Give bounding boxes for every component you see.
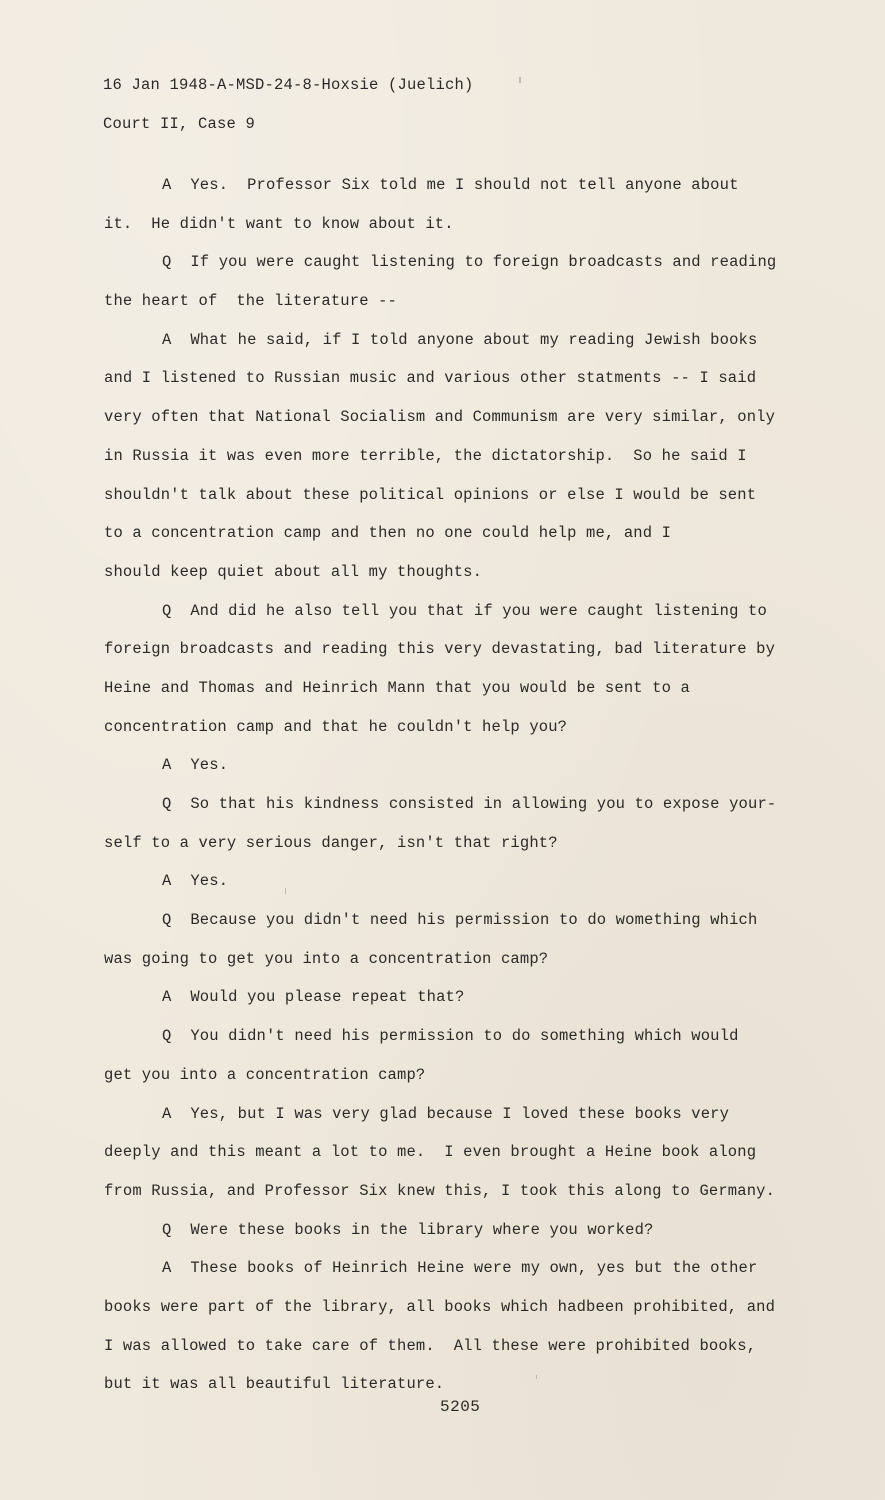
paper-speck [536,1375,537,1379]
header-line-court-case: Court II, Case 9 [103,114,256,133]
transcript-line: it. He didn't want to know about it. [104,214,454,233]
transcript-line: from Russia, and Professor Six knew this, I took this along to Germany. [104,1181,776,1200]
transcript-line: in Russia it was even more terrible, the dictatorship. So he said I [104,446,747,465]
paper-speck [519,77,521,83]
transcript-line: but it was all beautiful literature. [104,1375,445,1394]
transcript-line: to a concentration camp and then no one could help me, and I [104,524,672,543]
transcript-line: self to a very serious danger, isn't that right? [104,833,558,852]
transcript-line: A Yes. [162,872,229,891]
transcript-line: I was allowed to take care of them. All these were prohibited books, [104,1336,757,1355]
transcript-line: Q Were these books in the library where you worked? [162,1220,654,1239]
transcript-line: A What he said, if I told anyone about my reading Jewish books [162,330,758,349]
transcript-line: A Yes. [162,756,229,775]
transcript-line: get you into a concentration camp? [104,1065,426,1084]
transcript-line: and I listened to Russian music and various other statments -- I said [104,369,757,388]
transcript-line: foreign broadcasts and reading this very devastating, bad literature by [104,640,776,659]
transcript-line: books were part of the library, all books which hadbeen prohibited, and [104,1297,776,1316]
transcript-line: Q You didn't need his permission to do something which would [162,1027,739,1046]
transcript-body [104,166,794,1404]
transcript-line: Q So that his kindness consisted in allowing you to expose your- [162,795,777,813]
page-number: 5205 [440,1398,481,1416]
paper-speck [285,888,286,894]
transcript-line: shouldn't talk about these political opinions or else I would be sent [104,485,757,504]
transcript-line: concentration camp and that he couldn't help you? [104,717,568,736]
transcript-line: the heart of the literature -- [104,292,397,311]
transcript-line: A Yes. Professor Six told me I should not tell anyone about [162,176,739,194]
transcript-line: very often that National Socialism and Communism are very similar, only [104,408,776,427]
transcript-line: should keep quiet about all my thoughts. [104,562,483,581]
transcript-line: Heine and Thomas and Heinrich Mann that you would be sent to a [104,678,690,697]
transcript-line: A Would you please repeat that? [162,988,465,1007]
transcript-line: Q Because you didn't need his permission to do womething which [162,911,758,930]
transcript-line: A Yes, but I was very glad because I loved these books very [162,1104,730,1123]
document-header [103,74,474,151]
header-line-date-reference: 16 Jan 1948-A-MSD-24-8-Hoxsie (Juelich) [103,76,474,94]
transcript-line: was going to get you into a concentration camp? [104,949,549,968]
transcript-line: Q If you were caught listening to foreign broadcasts and reading [162,253,777,272]
transcript-line: deeply and this meant a lot to me. I even brought a Heine book along [104,1143,757,1162]
transcript-line: A These books of Heinrich Heine were my own, yes but the other [162,1259,758,1278]
transcript-line: Q And did he also tell you that if you were caught listening to [162,601,767,620]
